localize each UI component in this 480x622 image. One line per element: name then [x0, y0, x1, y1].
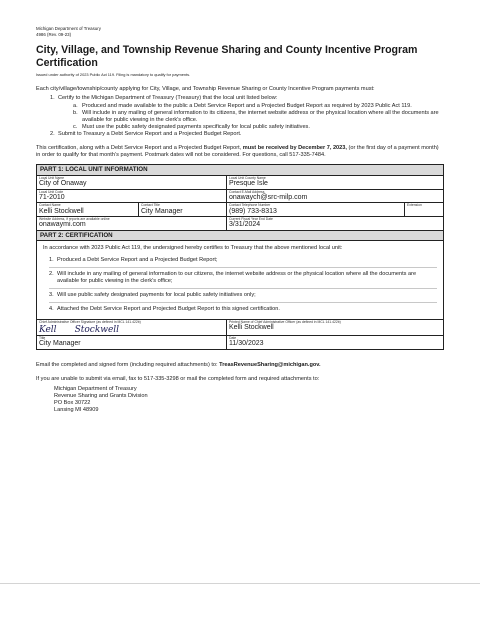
form-title: City, Village, and Township Revenue Sharing and County Incentive Program Certification [36, 44, 418, 69]
field-label: Local Unit Code [39, 189, 64, 194]
field-label: Date [229, 336, 237, 341]
field-label: Printed Name of Chief Administrative Officer (as defined in MCL 141.422b) [229, 319, 341, 324]
field-label: Contact E-Mail Address [229, 189, 265, 194]
form-table [36, 164, 444, 350]
sub-letter: b. [73, 110, 78, 117]
part1-heading: PART 1: LOCAL UNIT INFORMATION [37, 165, 443, 176]
deadline-text-cont: (or the first day of a payment month) in order to qualify for that month’s payment. Postmark dates will not be considered. For questions, call 517-335-7484. [36, 145, 439, 159]
requirement-text: Submit to Treasury a Debt Service Report and a Projected Budget Report. [58, 131, 242, 138]
deadline-text: This certification, along with a Debt Service Report and a Projected Budget Report, [36, 145, 243, 152]
unit-name-field[interactable]: City of Onaway [39, 179, 87, 187]
requirements-list [50, 95, 444, 138]
title-field[interactable]: City Manager [39, 340, 81, 348]
page-divider [0, 583, 480, 584]
field-label: Extension [407, 203, 422, 208]
sub-requirement-item [73, 103, 444, 110]
requirement-text: Certify to the Michigan Department of Treasury (Treasury) that the local unit listed below: [58, 95, 278, 102]
email-instruction-text: Email the completed and signed form (including required attachments) to: [36, 361, 220, 368]
signature-last: Stockwell [74, 324, 120, 335]
unit-name-cell[interactable] [37, 176, 227, 189]
sub-requirement-item [73, 124, 444, 131]
field-label: Title [39, 336, 46, 341]
requirement-number: 1. [50, 95, 55, 102]
form-number: 4986 (Rev. 09-23) [36, 31, 72, 37]
certification-item [49, 255, 437, 269]
contact-cell[interactable] [37, 203, 139, 216]
certification-list [49, 255, 437, 316]
extension-cell[interactable] [405, 203, 443, 216]
deadline-paragraph [36, 145, 444, 159]
unit-code-cell[interactable] [37, 190, 227, 203]
issued-authority: Issued under authority of 2023 Public Act 119. Filing is mandatory to qualify for payments. [36, 72, 191, 77]
item-text: Will include in any mailing of general information to our citizens, the internet website address or the physical location where all the documents are available for public viewing in the clerk’s office; [57, 271, 417, 285]
sub-text: Produced and made available to the public a Debt Service Report and a Projected Budget Report as required by 2023 Public Act 119. [82, 103, 412, 110]
contact-title-cell[interactable] [139, 203, 227, 216]
requirement-number: 2. [50, 131, 55, 138]
field-label: Contact Telephone Number [229, 203, 271, 208]
part1-row [37, 217, 443, 231]
fiscal-year-field[interactable]: 3/31/2024 [229, 221, 261, 229]
field-label: Current Fiscal Year End Date [229, 217, 273, 222]
unit-code-field[interactable]: 71-2010 [39, 193, 65, 201]
sub-text: Will include in any mailing of general information to its citizens, the internet website address or the physical location where all the documents are available for public viewing in the clerk’s office. [82, 110, 439, 124]
contact-name-field[interactable]: Kelli Stockwell [39, 207, 84, 215]
sub-text: Must use the public safety designated payments specifically for local public safety initiatives. [82, 124, 310, 131]
part1-row [37, 203, 443, 217]
item-number: 2. [49, 271, 54, 278]
email-cell[interactable] [227, 190, 443, 203]
phone-cell[interactable] [227, 203, 405, 216]
deadline-date: must be received by December 7, 2023, [242, 145, 347, 152]
website-field[interactable]: onawaymi.com [39, 221, 86, 229]
certification-block [37, 241, 443, 320]
requirement-item [50, 95, 444, 131]
address-line: Michigan Department of Treasury [54, 386, 137, 393]
requirement-item [50, 131, 444, 138]
item-number: 3. [49, 292, 54, 299]
certification-statement: In accordance with 2023 Public Act 119, the undersigned hereby certifies to Treasury that the above mentioned local unit: [43, 245, 343, 252]
title-date-row [37, 336, 443, 349]
part2-heading: PART 2: CERTIFICATION [37, 231, 443, 242]
date-field[interactable]: 11/30/2023 [229, 340, 264, 348]
intro-text: Each city/village/township/county applying for City, Village, and Township Revenue Sharing or County Incentive Program payments must: [36, 86, 375, 92]
fax-instructions: If you are unable to submit via email, fax to 517-335-3298 or mail the completed form and required attachments to: [36, 376, 320, 383]
field-label: Contact Title [141, 203, 160, 208]
item-text: Will use public safety designated payments for local public safety initiatives only; [57, 292, 256, 299]
department-name: Michigan Department of Treasury [36, 26, 101, 31]
address-line: Revenue Sharing and Grants Division [54, 393, 148, 400]
certification-item [49, 268, 437, 289]
sub-letter: c. [73, 124, 78, 131]
address-line: Lansing MI 48909 [54, 406, 99, 413]
certification-item [49, 289, 437, 303]
sub-requirements-list [73, 103, 444, 131]
printed-name-field[interactable]: Kelli Stockwell [229, 324, 274, 332]
field-label: Local Unit Name [39, 175, 65, 180]
item-number: 4. [49, 305, 54, 312]
mailing-address [54, 386, 444, 413]
item-text: Produced a Debt Service Report and a Projected Budget Report; [57, 257, 218, 264]
part1-row [37, 190, 443, 204]
field-label: Local Unit County Name [229, 175, 266, 180]
contact-title-field[interactable]: City Manager [141, 207, 183, 215]
address-line: PO Box 30722 [54, 399, 91, 406]
phone-field[interactable]: (989) 733-8313 [229, 207, 277, 215]
sub-requirement-item [73, 110, 444, 124]
fiscal-year-cell[interactable] [227, 217, 443, 230]
signature-first: Kell [39, 324, 57, 335]
field-label: Contact Name [39, 203, 61, 208]
title-cell[interactable] [37, 336, 227, 349]
date-cell[interactable] [227, 336, 443, 349]
submission-email-link[interactable]: TreasRevenueSharing@michigan.gov. [219, 361, 321, 368]
part1-row [37, 176, 443, 190]
item-text: Attached the Debt Service Report and Projected Budget Report to this signed certification. [57, 305, 280, 312]
field-label: Website Address, if reports are available online [39, 217, 110, 222]
email-field[interactable]: onawaych@src-milp.com [229, 193, 308, 201]
item-number: 1. [49, 257, 54, 264]
printed-name-cell[interactable] [227, 320, 443, 335]
signature[interactable] [39, 324, 224, 335]
website-cell[interactable] [37, 217, 227, 230]
email-instructions [36, 362, 444, 369]
signature-cell[interactable] [37, 320, 227, 335]
signature-row [37, 320, 443, 336]
county-field[interactable]: Presque Isle [229, 179, 268, 187]
field-label: Chief Administrative Officer Signature (as defined in MCL 141.422b) [39, 319, 141, 324]
certification-item [49, 303, 437, 316]
sub-letter: a. [73, 103, 78, 110]
county-cell[interactable] [227, 176, 443, 189]
